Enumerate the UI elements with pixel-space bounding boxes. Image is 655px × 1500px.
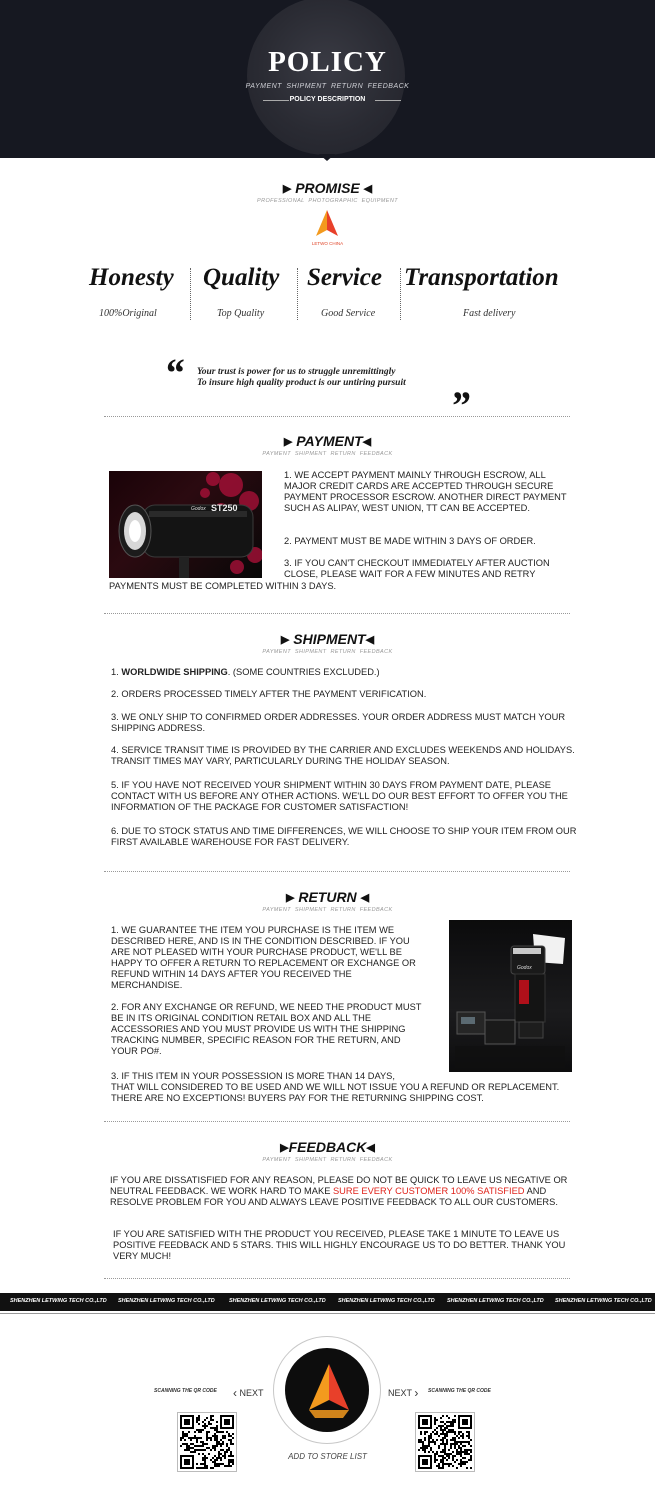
feedback-item-2: IF YOU ARE SATISFIED WITH THE PRODUCT YOU RECEIVED, PLEASE TAKE 1 MINUTE TO LEAVE US POSITIVE FEEDBACK AND 5 STARS. THIS WILL HIGHLY ENCOURAGE US TO DO BETTER. THANK YOU VERY MUCH! [113,1229,566,1261]
triangle-left-icon: ◀ [365,634,375,646]
triangle-right-icon: ▶ [280,634,290,646]
divider [375,100,401,101]
value-sub-quality: Top Quality [217,308,265,319]
section-divider [104,1121,570,1122]
qr-code-icon [178,1413,236,1471]
triangle-left-icon: ◀ [362,436,372,448]
payment-item-3-cont: PAYMENTS MUST BE COMPLETED WITHIN 3 DAYS. [109,581,337,591]
ticker-item: SHENZHEN LETWING TECH CO.,LTD [10,1298,107,1304]
feedback-text: IF YOU ARE DISSATISFIED FOR ANY REASON, PLEASE DO NOT BE QUICK TO LEAVE US NEGATIVE OR NEUTRAL FEEDBACK. WE WORK HARD TO MAKE [110,1175,568,1196]
photo-model: ST250 [211,503,238,513]
shipment-item-6: 6. DUE TO STOCK STATUS AND TIME DIFFERENCES, WE WILL CHOOSE TO SHIP YOUR ITEM FROM OUR FIRST AVAILABLE WAREHOUSE FOR FAST DELIVERY. [111,826,577,847]
return-item-3-cont: THAT WILL CONSIDERED TO BE USED AND WE WILL NOT ISSUE YOU A REFUND OR REPLACEMENT. THERE ARE NO EXCEPTIONS! BUYERS PAY FOR THE RETURNING SHIPPING COST. [111,1082,560,1103]
return-subheading: PAYMENT SHIPMENT RETURN FEEDBACK [262,907,393,913]
quote-line-1: Your trust is power for us to struggle unremittingly [197,367,396,377]
triangle-right-icon: ▶ [283,436,293,448]
section-divider [104,416,570,417]
ticker-item: SHENZHEN LETWING TECH CO.,LTD [555,1298,652,1304]
section-divider [104,1278,570,1279]
ticker-item: SHENZHEN LETWING TECH CO.,LTD [338,1298,435,1304]
shipment-subheading: PAYMENT SHIPMENT RETURN FEEDBACK [262,649,393,655]
add-to-store-label[interactable]: ADD TO STORE LIST [288,1452,367,1461]
value-sub-transportation: Fast delivery [463,308,516,319]
shipment-item-5: 5. IF YOU HAVE NOT RECEIVED YOUR SHIPMENT WITHIN 30 DAYS FROM PAYMENT DATE, PLEASE CONTACT WITH US BEFORE ANY OTHER ACTIONS. WE'LL DO OUR BEST EFFORT TO OFFER YOU THE INFORMATION OF THE PACKAGE FOR CUSTOMER SATISFACTION! [111,780,568,812]
payment-item-2: 2. PAYMENT MUST BE MADE WITHIN 3 DAYS OF ORDER. [284,536,536,546]
brand-logo-icon [285,1348,369,1432]
triangle-left-icon: ◀ [366,1142,375,1154]
triangle-left-icon: ◀ [363,183,373,195]
value-word-quality: Quality [203,264,280,291]
payment-heading-text: PAYMENT [296,433,363,449]
return-heading-text: RETURN [298,889,357,905]
shipment-item-1-bold: WORLDWIDE SHIPPING [121,667,228,677]
close-quote-icon: ” [450,383,470,428]
studio-flash-photo [109,471,262,578]
ticker-item: SHENZHEN LETWING TECH CO.,LTD [229,1298,326,1304]
chevron-right-icon: › [414,1386,419,1400]
qr-code-icon [416,1413,474,1471]
ticker-item: SHENZHEN LETWING TECH CO.,LTD [118,1298,215,1304]
section-divider [104,871,570,872]
next-left-label: NEXT [239,1388,264,1398]
shipment-item-2: 2. ORDERS PROCESSED TIMELY AFTER THE PAYMENT VERIFICATION. [111,689,427,699]
banner-notch [319,154,335,161]
shipment-heading [0,631,655,647]
qr-code-left[interactable] [177,1412,237,1472]
photo-brand: Godox [191,506,206,512]
divider [297,268,298,320]
feedback-text: AND RESOLVE PROBLEM FOR YOU AND ALWAYS LEAVE POSITIVE FEEDBACK TO ALL OUR CUSTOMERS. [110,1186,558,1207]
payment-heading [0,433,655,449]
speedlite-photo [449,920,572,1072]
company-ticker [0,1293,655,1311]
photo-brand: Godox [517,965,532,971]
brand-logo-icon [314,210,340,240]
chevron-left-icon: ‹ [233,1386,237,1400]
triangle-right-icon: ▶ [280,1142,289,1154]
feedback-highlight: SURE EVERY CUSTOMER 100% SATISFIED [332,1186,525,1196]
shipment-item-1-rest: . (SOME COUNTRIES EXCLUDED.) [227,667,380,677]
feedback-heading-text: FEEDBACK [288,1139,367,1155]
payment-subheading: PAYMENT SHIPMENT RETURN FEEDBACK [262,451,393,457]
triangle-left-icon: ◀ [360,892,370,904]
ticker-item: SHENZHEN LETWING TECH CO.,LTD [447,1298,544,1304]
scan-qr-label-right: SCANNING THE QR CODE [428,1388,491,1394]
triangle-right-icon: ▶ [285,892,295,904]
return-item-2: 2. FOR ANY EXCHANGE OR REFUND, WE NEED THE PRODUCT MUST BE IN ITS ORIGINAL CONDITION RETAIL BOX AND ALL THE ACCESSORIES AND YOU MUST PROVIDE US WITH THE SHIPPING TRACKING NUMBER, SPECIFIC REASON FOR THE RETURN, AND YOUR PO#. [111,1002,422,1056]
policy-banner [0,0,655,158]
shipment-heading-text: SHIPMENT [293,631,366,647]
payment-item-3: 3. IF YOU CAN'T CHECKOUT IMMEDIATELY AFTER AUCTION CLOSE, PLEASE WAIT FOR A FEW MINUTES AND RETRY [284,558,550,579]
divider [0,1313,655,1314]
return-heading [0,889,655,905]
section-divider [104,613,570,614]
promise-heading-text: PROMISE [295,180,360,196]
shipment-item-4: 4. SERVICE TRANSIT TIME IS PROVIDED BY THE CARRIER AND EXCLUDES WEEKENDS AND HOLIDAYS. TRANSIT TIMES MAY VARY, PARTICULARLY DURING THE HOLIDAY SEASON. [111,745,575,766]
add-to-store-button[interactable] [285,1348,369,1432]
banner-description: POLICY DESCRIPTION [289,96,366,103]
logo-text: LETWO CHINA [311,241,344,246]
next-left-link[interactable] [233,1386,264,1400]
feedback-heading [0,1139,655,1155]
value-word-transportation: Transportation [404,264,559,291]
value-sub-service: Good Service [321,308,376,319]
value-word-service: Service [307,264,382,291]
qr-code-right[interactable] [415,1412,475,1472]
payment-item-1: 1. WE ACCEPT PAYMENT MAINLY THROUGH ESCROW, ALL MAJOR CREDIT CARDS ARE ACCEPTED THROUGH SECURE PAYMENT PROCESSOR ESCROW. ANOTHER DIRECT PAYMENT SUCH AS ALIPAY, WEST UNION, TT CAN BE ACCEPTED. [284,470,567,513]
feedback-subheading: PAYMENT SHIPMENT RETURN FEEDBACK [262,1157,393,1163]
promise-heading [0,180,655,196]
promise-subheading: PROFESSIONAL PHOTOGRAPHIC EQUIPMENT [257,198,398,204]
next-right-link[interactable] [388,1386,418,1400]
divider [400,268,401,320]
shipment-item-1 [111,667,581,678]
return-item-3: 3. IF THIS ITEM IN YOUR POSSESSION IS MORE THAN 14 DAYS, [111,1071,395,1081]
quote-line-2: To insure high quality product is our untiring pursuit [197,378,406,388]
return-item-1: 1. WE GUARANTEE THE ITEM YOU PURCHASE IS THE ITEM WE DESCRIBED HERE, AND IS IN THE CONDITION DESCRIBED. IF YOU ARE NOT PLEASED WITH YOUR PURCHASE PRODUCT, WE'LL BE HAPPY TO OFFER A RETURN TO REPLACEMENT OR EXCHANGE OR REFUND WITHIN 14 DAYS AFTER YOU RECEIVED THE MERCHANDISE. [111,925,416,990]
divider [190,268,191,320]
scan-qr-label-left: SCANNING THE QR CODE [154,1388,217,1394]
open-quote-icon: “ [164,350,184,395]
feedback-item-1 [110,1175,580,1208]
next-right-label: NEXT [388,1388,412,1398]
triangle-right-icon: ▶ [282,183,292,195]
shipment-item-3: 3. WE ONLY SHIP TO CONFIRMED ORDER ADDRESSES. YOUR ORDER ADDRESS MUST MATCH YOUR SHIPPING ADDRESS. [111,712,566,733]
banner-subtitle: PAYMENT SHIPMENT RETURN FEEDBACK [245,83,410,90]
value-sub-honesty: 100%Original [99,308,157,319]
page-title: POLICY [268,46,387,78]
shipment-item-1-prefix: 1. [111,667,122,677]
value-word-honesty: Honesty [89,264,174,291]
